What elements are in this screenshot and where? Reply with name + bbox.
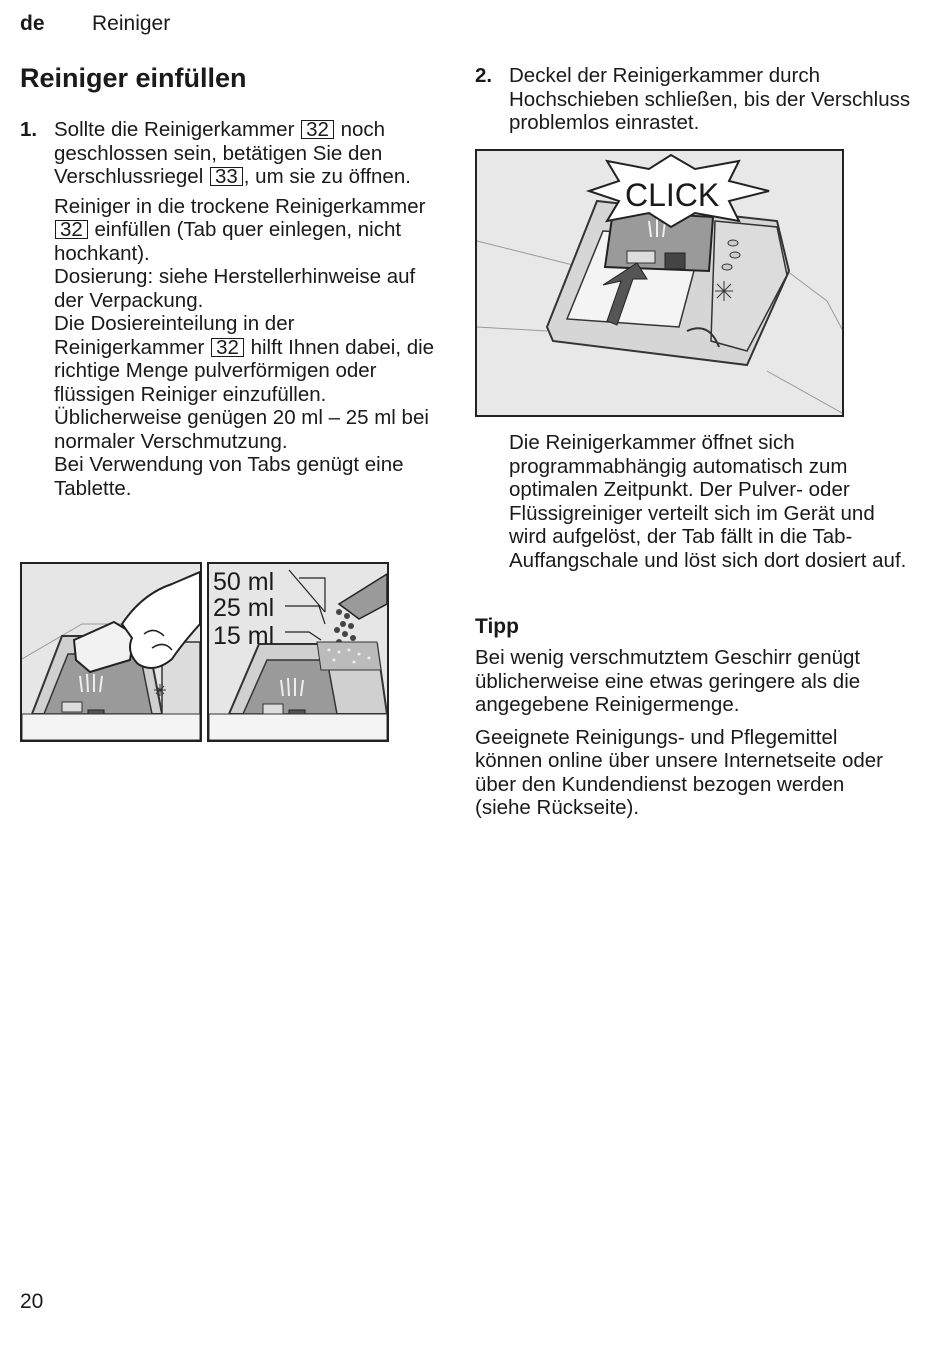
dose-label-15: 15 ml	[213, 622, 275, 650]
tip-paragraph-1: Bei wenig verschmutztem Geschirr genügt üblicherweise eine etwas geringere als die angegebene Reinigermenge.	[475, 646, 861, 716]
ref-chamber-32: 32	[211, 338, 244, 357]
page-number: 20	[20, 1290, 44, 1313]
step-1-dosing: Dosierung: siehe Herstellerhinweise auf der Verpackung.	[54, 265, 416, 312]
tip-paragraph-2: Geeignete Reinigungs- und Pflegemittel können online über unsere Internetseite oder über den Kundendienst bezogen werden (siehe Rückseite).	[475, 725, 884, 819]
click-label: CLICK	[625, 177, 720, 213]
dose-label-50: 50 ml	[213, 568, 275, 596]
step-1	[20, 118, 440, 500]
tip-heading: Tipp	[475, 615, 519, 638]
step-1-usual: Üblicherweise genügen 20 ml – 25 ml bei normaler Verschmutzung.	[54, 406, 429, 453]
figure-close-lid	[475, 149, 844, 417]
step-2-auto-text: Die Reinigerkammer öffnet sich programmabhängig automatisch zum optimalen Zeitpunkt. Der Pulver- oder Flüssigreiniger verteilt sich im Gerät und wird aufgelöst, der Tab fällt in die Tab-Auffangschale und löst sich dort dosiert auf.	[509, 431, 907, 572]
step-2	[475, 64, 915, 135]
tip-section	[475, 614, 895, 820]
step-1-fill: Reiniger in die trockene Reinigerkammer 32 einfüllen (Tab quer einlegen, nicht hochkant).	[54, 194, 426, 265]
ref-chamber-32: 32	[301, 120, 334, 139]
language-code: de	[20, 12, 45, 35]
ref-latch-33: 33	[210, 167, 243, 186]
step-2-text: Deckel der Reinigerkammer durch Hochschieben schließen, bis der Verschluss problemlos einrastet.	[509, 64, 911, 134]
step-1-number: 1.	[20, 118, 38, 141]
step-1-tabs: Bei Verwendung von Tabs genügt eine Tablette.	[54, 453, 404, 500]
figure-dosing-scale	[207, 562, 389, 742]
left-column	[20, 60, 440, 500]
page-title: Reiniger einfüllen	[20, 63, 247, 93]
step-2-number: 2.	[475, 64, 493, 87]
step-1-intro: Sollte die Reinigerkammer 32 noch geschlossen sein, betätigen Sie den Verschlussriegel 33 , um sie zu öffnen.	[54, 118, 411, 188]
figure-insert-tab	[20, 562, 202, 742]
right-column	[475, 64, 915, 135]
step-1-scale: Die Dosiereinteilung in der Reinigerkammer 32 hilft Ihnen dabei, die richtige Menge pulverförmigen oder flüssigen Reiniger einzufüllen.	[54, 312, 435, 406]
ref-chamber-32: 32	[55, 220, 88, 239]
section-name: Reiniger	[92, 12, 171, 35]
dose-label-25: 25 ml	[213, 594, 275, 622]
